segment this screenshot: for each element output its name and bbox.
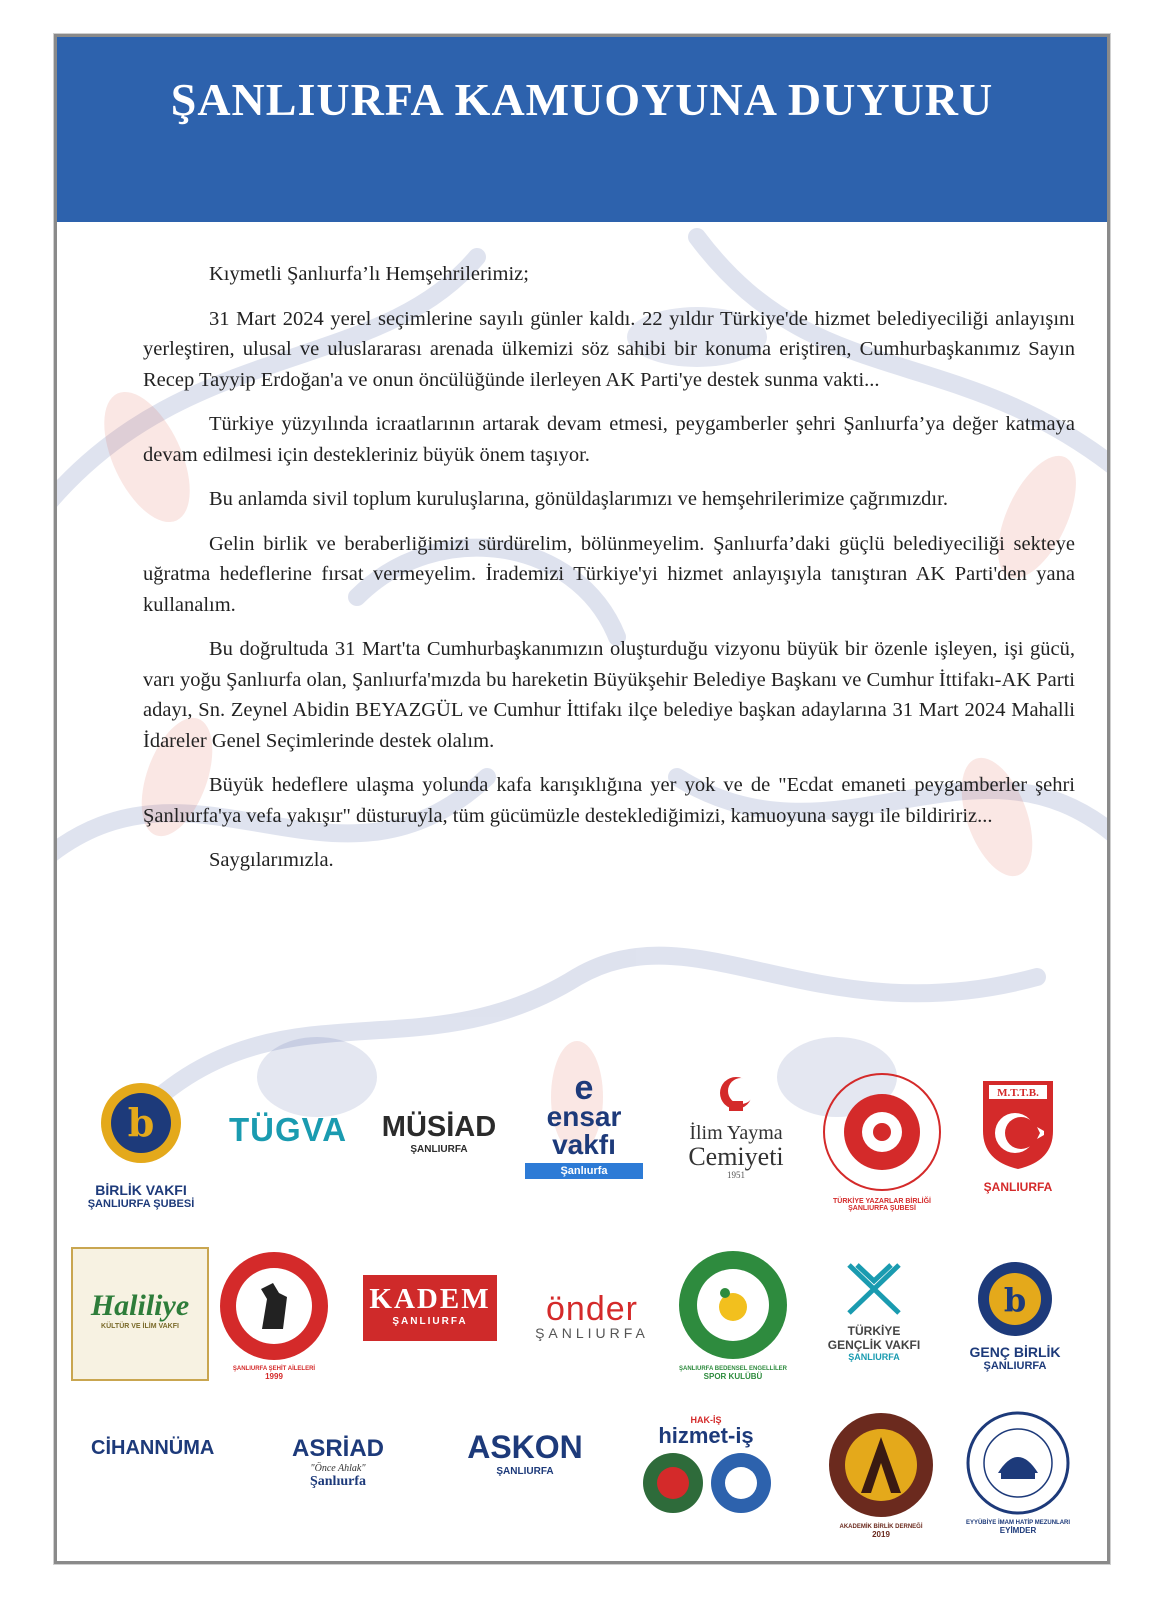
sehit-aileleri-logo [217,1249,331,1381]
askon-city: ŞANLIURFA [496,1466,554,1477]
askon-logo [453,1429,597,1477]
spor-ring-bottom: SPOR KULÜBÜ [703,1372,763,1381]
yazarlar-birligi-logo [817,1067,947,1217]
cihannuma-name: CİHANNÜMA [91,1437,215,1459]
ilim-line1: İlim Yayma [689,1122,783,1144]
genc-birlik-city: ŞANLIURFA [983,1360,1047,1372]
spor-emblem-icon [677,1249,789,1361]
mttb-logo [963,1075,1073,1194]
onder-name: önder [546,1290,638,1328]
sehit-emblem-icon [217,1249,331,1363]
spor-ring-top: ŞANLIURFA BEDENSEL ENGELLİLER [678,1366,787,1372]
page-title: ŞANLIURFA KAMUOYUNA DUYURU [170,74,994,125]
yazarlar-ring: TÜRKİYE YAZARLAR BİRLİĞİ [832,1198,931,1205]
musiad-logo [369,1111,509,1155]
onder-logo [519,1290,665,1341]
akademik-emblem-icon [827,1411,935,1519]
mttb-top: M.T.T.B. [997,1087,1039,1099]
birlik-name: BİRLİK VAKFI [95,1182,187,1198]
hak-is-hizmet-is-logo [631,1415,781,1522]
eyimder-emblem-icon [963,1411,1073,1515]
ilim-line2: Cemiyeti [688,1142,784,1171]
bedensel-engelliler-logo [677,1249,789,1381]
header-banner [57,37,1107,222]
eyimder-name: EYİMDER [999,1526,1037,1535]
asriad-city: Şanlıurfa [309,1474,366,1489]
asriad-logo [243,1435,433,1490]
yazarlar-branch: ŞANLIURFA ŞUBESİ [848,1205,916,1212]
musiad-name: MÜSİAD [381,1111,497,1143]
paragraph: Bu doğrultuda 31 Mart'ta Cumhurbaşkanımızın oluşturduğu vizyonu büyük bir özenle işleyen, işi gücü, varı yoğu Şanlıurfa olan, Şanlıurfa'mızda bu hareketin Büyükşehir Belediye Başkanı ve Cumhur İttifakı-AK Parti adayı, Sn. Zeynel Abidin BEYAZGÜL ve Cumhur İttifakı ilçe belediye başkan adaylarına 31 Mart 2024 Mahalli İdareler Genel Seçimlerinde destek olalım. [143,638,1075,752]
mttb-city: ŞANLIURFA [983,1180,1053,1194]
yazarlar-emblem-icon [817,1067,947,1197]
akademik-birlik-logo [827,1411,935,1539]
musiad-city: ŞANLIURFA [410,1144,468,1155]
sehit-year: 1999 [265,1372,283,1381]
genc-birlik-name: GENÇ BİRLİK [969,1344,1061,1360]
kadem-logo [363,1275,497,1341]
birlik-vakfi-logo [71,1079,211,1219]
hakis-top: HAK-İŞ [690,1415,722,1425]
eyimder-logo [963,1411,1073,1535]
tgv-line1: TÜRKİYE [847,1324,901,1338]
closing: Saygılarımızla. [209,849,334,871]
greeting: Kıymetli Şanlıurfa’lı Hemşehrilerimiz; [209,263,529,285]
askon-name: ASKON [467,1429,583,1465]
tgv-logo [809,1259,939,1362]
paragraph: Büyük hedeflere ulaşma yolunda kafa karışıklığına yer yok ve de "Ecdat emaneti peygamberler şehri Şanlıurfa'ya vefa yakışır" düsturuyla, tüm gücümüzle desteklediğimizi, kamuoyuna saygı ile bildiririz... [143,774,1075,827]
paragraph: 31 Mart 2024 yerel seçimlerine sayılı günler kaldı. 22 yıldır Türkiye'de hizmet belediyeciliği anlayışını yerleştiren, ulusal ve uluslararası arenada ülkemizi söz sahibi bir konuma eriştiren, Cumhurbaşkanımız Sayın Recep Tayyip Erdoğan'a ve onun öncülüğünde ilerleyen AK Parti'ye destek sunma vakti... [143,307,1075,391]
akademik-ring: AKADEMİK BİRLİK DERNEĞİ [839,1524,923,1530]
ilim-yayma-logo [661,1071,811,1180]
paragraph: Gelin birlik ve beraberliğimizi sürdürelim, bölünmeyelim. Şanlıurfa’daki güçlü belediyeciliği sekteye uğratma hedeflerine fırsat vermeyelim. İrademizi Türkiye'yi hizmet anlayışıyla tanıştıran AK Parti'den yana kullanalım. [143,532,1075,616]
genc-birlik-emblem-icon [957,1259,1073,1339]
ensar-city: Şanlıurfa [525,1163,643,1179]
crescent-book-icon [661,1071,811,1117]
kadem-name: KADEM [369,1283,491,1315]
mttb-shield-icon [963,1075,1073,1171]
birlik-emblem-icon [71,1079,211,1167]
haliliye-name: Haliliye [90,1289,190,1322]
letter-body [143,259,1075,890]
haliliye-logo [71,1247,209,1381]
paragraph: Bu anlamda sivil toplum kuruluşlarına, gönüldaşlarımızı ve hemşehrilerimize çağrımızdır. [209,488,948,510]
ensar-name: ensar [546,1101,622,1132]
tugva-name: TÜGVA [228,1111,348,1148]
tgv-emblem-icon [809,1259,939,1319]
ensar-vakfi: vakfı [552,1129,616,1160]
asriad-tagline: "Önce Ahlak" [310,1463,366,1474]
tgv-city: ŞANLIURFA [848,1352,900,1362]
tgv-line2: GENÇLİK VAKFI [827,1338,921,1352]
genc-birlik-logo [957,1259,1073,1372]
ilim-year: 1951 [727,1170,745,1180]
eyimder-ring: EYYÜBİYE İMAM HATİP MEZUNLARI [965,1520,1071,1526]
kadem-city: ŞANLIURFA [392,1316,468,1327]
svg-text:b: b [127,1100,155,1145]
ensar-vakfi-logo [525,1069,643,1179]
birlik-branch: ŞANLIURFA ŞUBESİ [87,1198,195,1210]
hizmet-is-name: hizmet-iş [658,1423,754,1448]
haliliye-sub: KÜLTÜR VE İLİM VAKFI [101,1323,179,1330]
onder-city: ŞANLIURFA [535,1325,649,1341]
announcement-page [54,34,1110,1564]
tugva-logo [215,1111,361,1149]
paragraph: Türkiye yüzyılında icraatlarının artarak devam etmesi, peygamberler şehri Şanlıurfa’ya değer katmaya devam edilmesi için destekleriniz büyük önem taşıyor. [143,413,1075,466]
cihannuma-logo [71,1437,241,1460]
svg-text:b: b [1003,1281,1027,1319]
asriad-name: ASRİAD [291,1435,384,1462]
akademik-year: 2019 [872,1530,890,1539]
sehit-ring: ŞANLIURFA ŞEHİT AİLELERİ [232,1366,316,1372]
ensar-e-icon: e [574,1069,594,1107]
union-badges-icon [631,1447,781,1517]
